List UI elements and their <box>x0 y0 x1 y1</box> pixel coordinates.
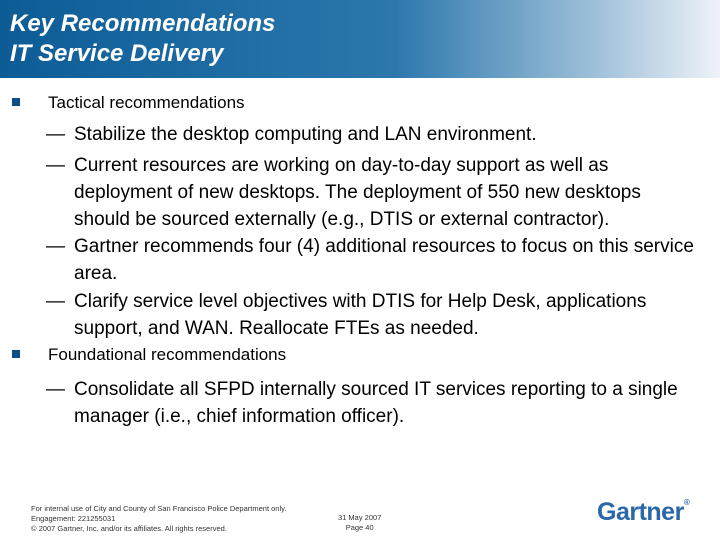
logo-text: Gartner <box>597 498 684 526</box>
list-item-text: Stabilize the desktop computing and LAN environment. <box>74 124 537 145</box>
footer-line-3: © 2007 Gartner, Inc. and/or its affiliates. All rights reserved. <box>31 524 227 533</box>
footer-line-1: For internal use of City and County of San Francisco Police Department only. <box>31 504 287 513</box>
section-heading-tactical: Tactical recommendations <box>48 93 245 112</box>
dash-icon: — <box>46 124 65 145</box>
dash-icon: — <box>46 291 65 312</box>
registered-mark: ® <box>683 498 690 507</box>
footer-page-number: Page 40 <box>345 523 374 532</box>
footer-notice <box>31 504 286 534</box>
title-line-1: Key Recommendations <box>10 10 276 37</box>
slide-title <box>10 9 275 69</box>
gartner-logo <box>597 498 689 527</box>
list-item-text: Consolidate all SFPD internally sourced IT services reporting to a single manager (i.e., chief information officer). <box>74 379 678 427</box>
list-item <box>46 376 696 430</box>
list-item <box>46 152 696 233</box>
list-item <box>46 121 696 148</box>
title-banner <box>0 0 720 78</box>
square-bullet-icon <box>12 350 20 358</box>
footer-date: 31 May 2007 <box>338 513 382 522</box>
list-item <box>46 288 696 342</box>
dash-icon: — <box>46 236 65 257</box>
list-item-text: Current resources are working on day-to-day support as well as deployment of new desktops. The deployment of 550 new desktops should be sourced externally (e.g., DTIS or external contractor). <box>74 155 641 230</box>
footer-date-page <box>338 513 381 533</box>
footer-line-2: Engagement: 221255031 <box>31 514 116 523</box>
title-line-2: IT Service Delivery <box>10 40 224 67</box>
dash-icon: — <box>46 155 65 176</box>
section-heading-foundational: Foundational recommendations <box>48 345 287 364</box>
list-item-text: Clarify service level objectives with DTIS for Help Desk, applications support, and WAN. Reallocate FTEs as needed. <box>74 291 647 339</box>
list-item <box>46 233 696 287</box>
square-bullet-icon <box>12 98 20 106</box>
dash-icon: — <box>46 379 65 400</box>
list-item-text: Gartner recommends four (4) additional resources to focus on this service area. <box>74 236 694 284</box>
